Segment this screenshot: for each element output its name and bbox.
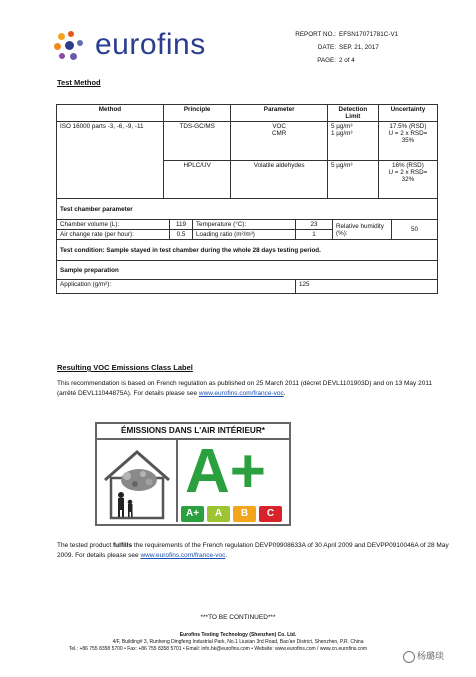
application-value: 125 — [296, 280, 438, 294]
application-label: Application (g/m²): — [57, 280, 296, 294]
col-detection-limit: Detection Limit — [327, 105, 378, 122]
class-a: A — [207, 506, 230, 522]
limit-cell: 5 µg/m³ 1 µg/m³ — [327, 122, 378, 161]
col-parameter: Parameter — [231, 105, 328, 122]
report-no-label: REPORT NO.: — [295, 31, 336, 38]
france-voc-link-2[interactable]: www.eurofins.com/france-voc — [140, 552, 226, 559]
para2-bold: fulfills — [113, 542, 133, 549]
footer-contact: Tel.: +86 755 8358 5700 • Fax: +86 755 8358 5701 • Email: info.hk@eurofins.com • Website: www.eurofins.com / www.cn.eurofins.com — [68, 646, 368, 652]
uncertainty-cell: 16% (RSD) U = 2 x RSD= 32% — [378, 160, 437, 199]
chamber-title: Test chamber parameter — [57, 199, 438, 220]
eurofins-logo — [52, 28, 237, 68]
para1-text: This recommendation is based on French regulation as published on 25 March 2011 (décret DEVL1101903D) and on 13 May 2011 (arrêté DEVL11044875A). For details please see — [57, 380, 433, 397]
col-principle: Principle — [163, 105, 230, 122]
humidity-label: Relative humidity (%): — [333, 220, 392, 240]
col-uncertainty: Uncertainty — [378, 105, 437, 122]
class-aplus: A+ — [181, 506, 204, 522]
date-label: DATE: — [317, 44, 336, 51]
limit-cell: 5 µg/m³ — [327, 160, 378, 199]
loading-ratio-value: 1 — [296, 230, 333, 240]
watermark-text: 杨璐琰 — [417, 651, 445, 661]
temperature-label: Temperature (°C): — [193, 220, 296, 230]
principle-cell: TDS-GC/MS — [163, 122, 230, 161]
para1-end: . — [283, 390, 286, 397]
footer-address: 4/F, Building# 3, Runheng Dingfeng Industrial Park, No.1 Liuxian 3rd Road, Bao'an District, Shenzhen, P.R. China — [112, 639, 364, 645]
parameter-cell: VOC CMR — [231, 122, 328, 161]
humidity-value: 50 — [392, 220, 438, 240]
table-row — [57, 122, 438, 161]
footer-company: Eurofins Testing Technology (Shenzhen) Co. Ltd. — [179, 632, 297, 638]
report-date: SEP. 21, 2017 — [339, 44, 379, 51]
continued-note: ***TO BE CONTINUED*** — [200, 614, 276, 621]
page-number: 2 of 4 — [339, 57, 355, 64]
sample-prep-title: Sample preparation — [57, 261, 438, 280]
temperature-value: 23 — [296, 220, 333, 230]
class-c: C — [259, 506, 282, 522]
watermark — [400, 648, 447, 664]
report-info — [290, 28, 398, 67]
class-scale — [181, 506, 282, 522]
wechat-icon — [403, 651, 415, 663]
house-icon — [99, 440, 178, 522]
grade-aplus: A+ — [185, 437, 266, 506]
air-change-value: 0.5 — [170, 230, 193, 240]
voc-paragraph-1 — [57, 379, 439, 399]
air-change-label: Air change rate (per hour): — [57, 230, 170, 240]
france-voc-link[interactable]: www.eurofins.com/france-voc — [198, 390, 284, 397]
para2-end: . — [225, 552, 228, 559]
emissions-label — [95, 422, 291, 526]
col-method: Method — [57, 105, 164, 122]
uncertainty-cell: 17.5% (RSD) U = 2 x RSD= 35% — [378, 122, 437, 161]
test-method-title: Test Method — [57, 78, 101, 87]
loading-ratio-label: Loading ratio (m²/m³) — [193, 230, 296, 240]
class-b: B — [233, 506, 256, 522]
parameter-cell: Volatile aldehydes — [231, 160, 328, 199]
chamber-table — [56, 198, 438, 294]
test-condition: Test condition: Sample stayed in test chamber during the whole 28 days testing period. — [57, 240, 438, 261]
principle-cell: HPLC/UV — [163, 160, 230, 199]
para2-text: The tested product — [57, 542, 114, 549]
volume-value: 119 — [170, 220, 193, 230]
test-method-table — [56, 104, 438, 199]
method-cell: ISO 16000 parts -3, -6, -9, -11 — [57, 122, 164, 199]
page-label: PAGE: — [317, 57, 336, 64]
brand-name: eurofins — [95, 28, 206, 61]
volume-label: Chamber volume (L): — [57, 220, 170, 230]
report-no: EFSN17071781C-V1 — [339, 31, 399, 38]
voc-title: Resulting VOC Emissions Class Label — [57, 363, 193, 372]
label-title: ÉMISSIONS DANS L'AIR INTÉRIEUR* — [97, 424, 289, 440]
para2-text-b: the requirements of the French regulation DEVP09908633A of 30 April 2009 and DEVPP0910046A of 28 May 2009. For details please see — [57, 542, 449, 559]
table-header-row — [57, 105, 438, 122]
voc-paragraph-2 — [57, 541, 457, 561]
